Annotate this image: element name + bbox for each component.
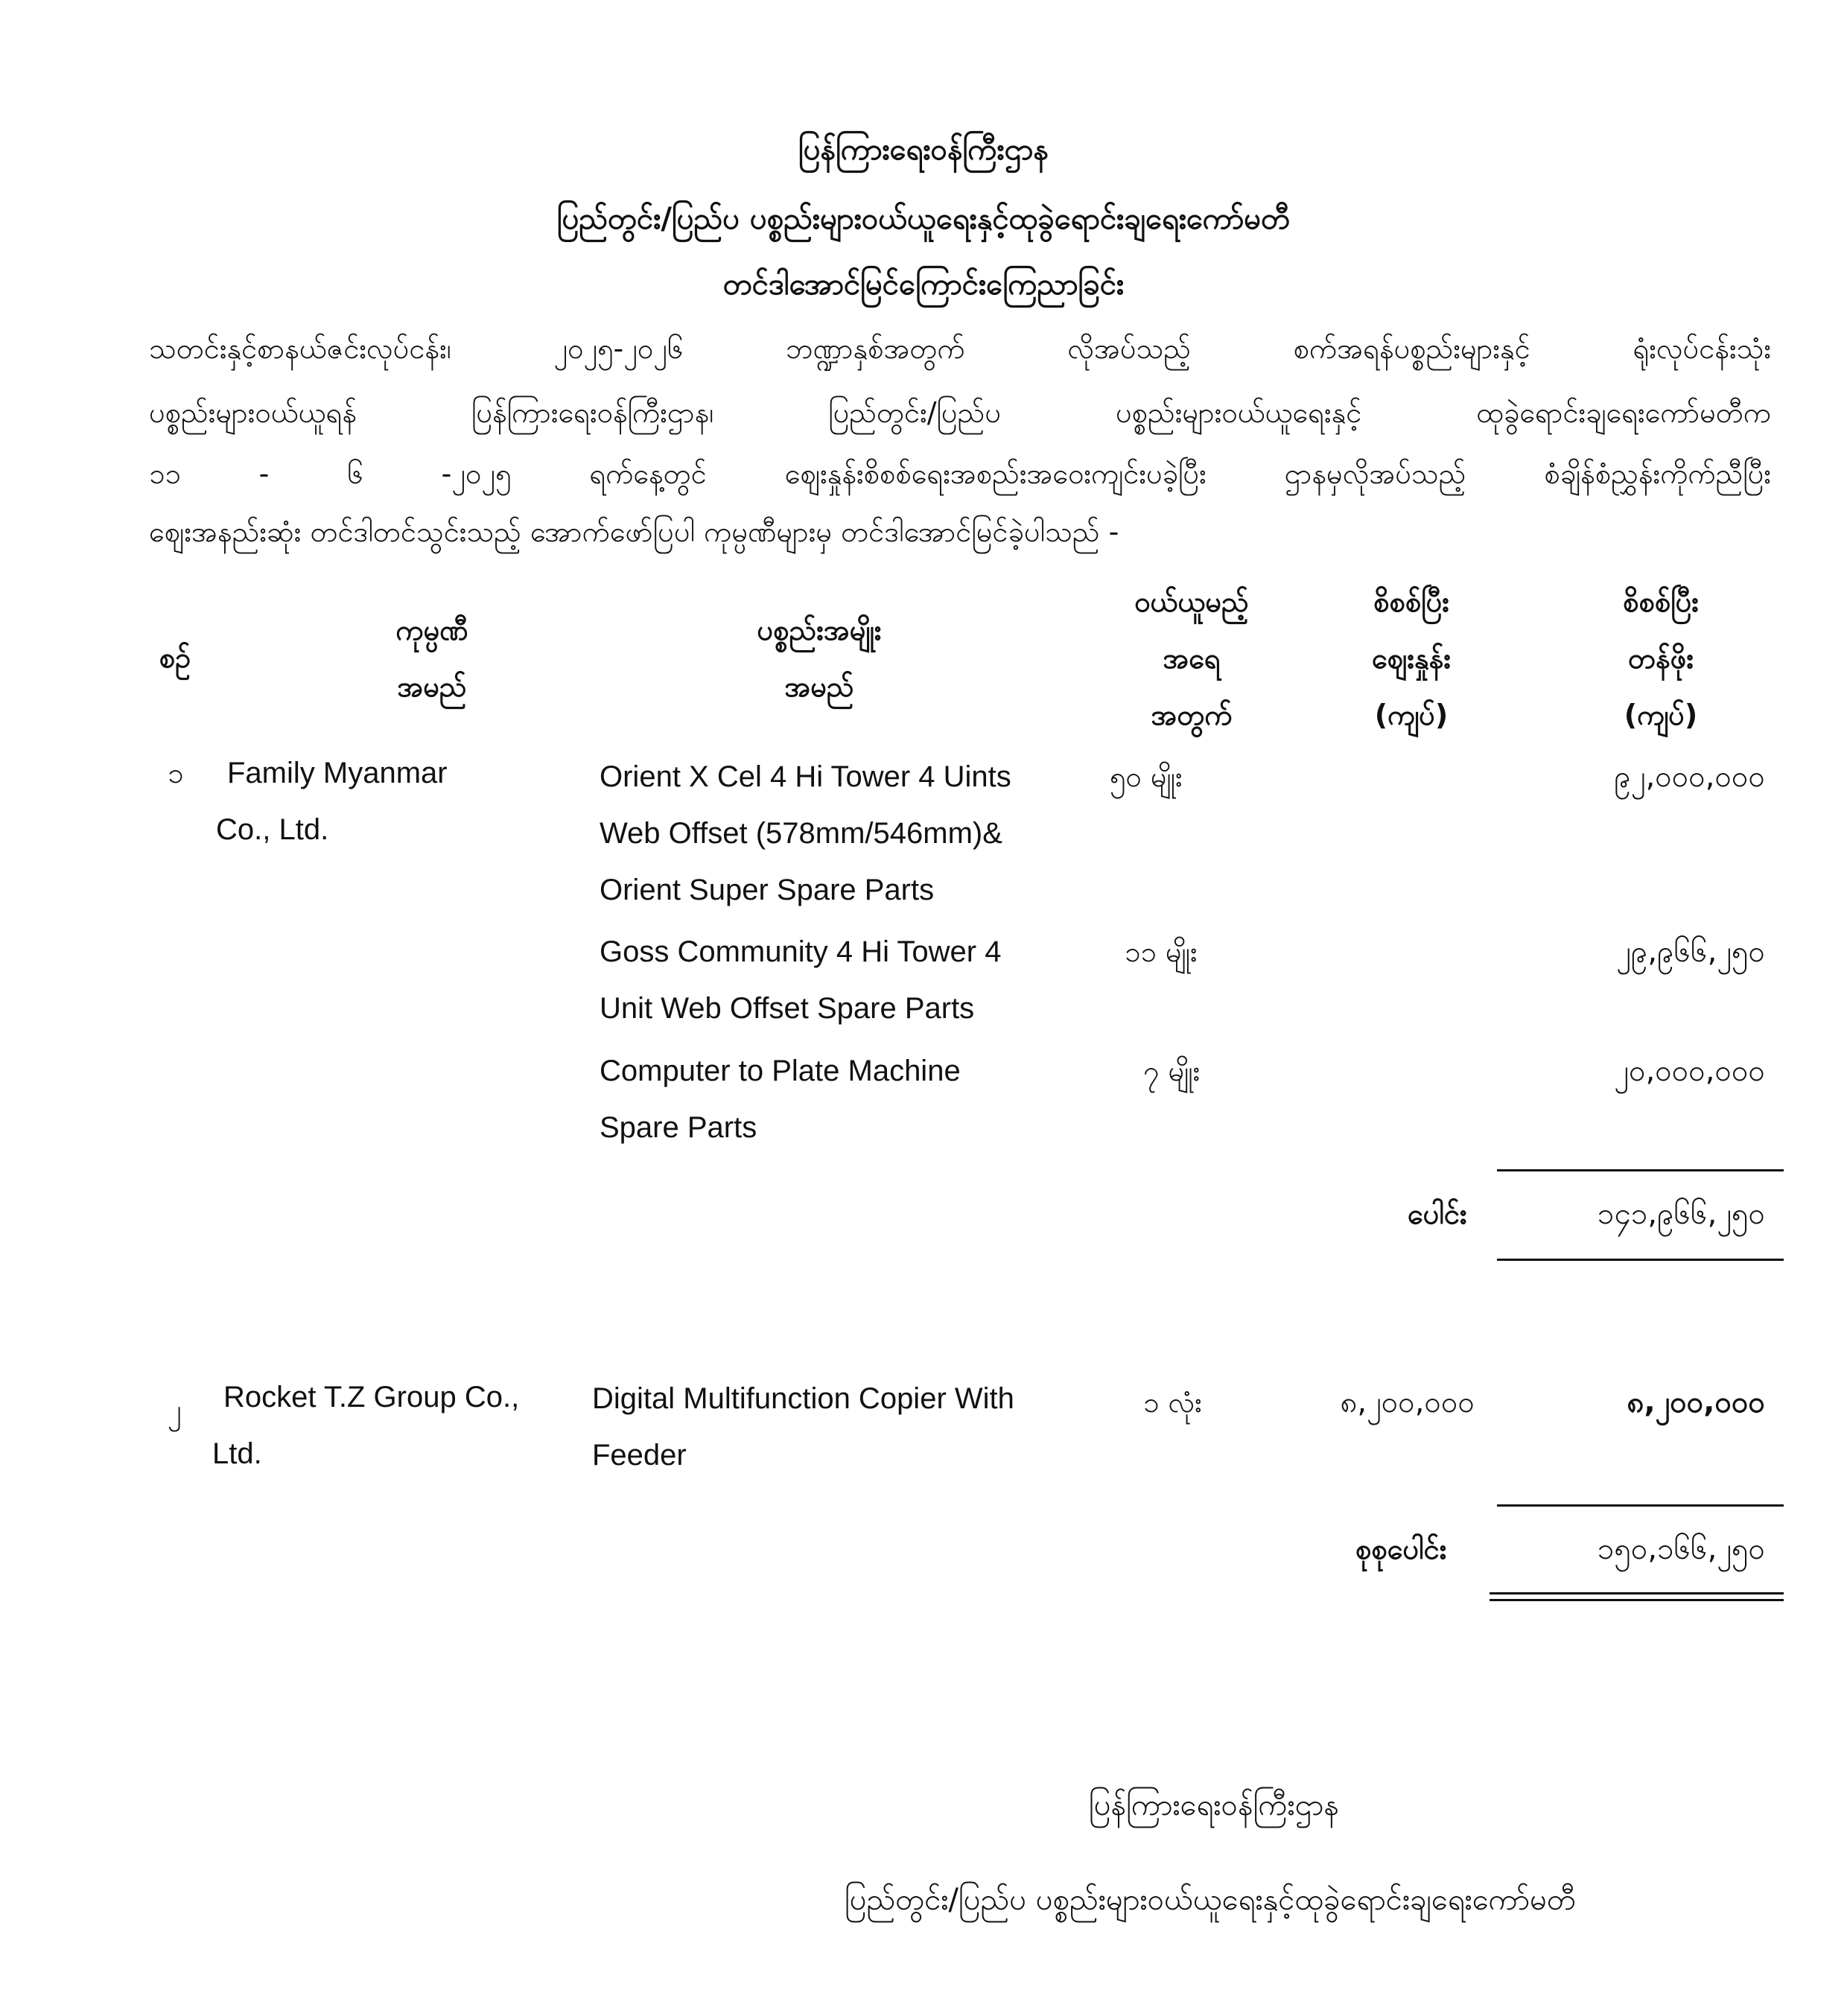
header-unit-price-line2: ဈေးနှုန်း xyxy=(1372,642,1451,675)
row-no: ၂ xyxy=(168,1393,182,1426)
grand-total-double-rule-2 xyxy=(1490,1599,1784,1601)
item-name-line: Orient Super Spare Parts xyxy=(600,874,935,906)
subtotal-label: ပေါင်း xyxy=(1408,1198,1467,1230)
item-qty: ၇ မျိုး xyxy=(1143,1055,1201,1087)
item-name xyxy=(600,1043,1046,1156)
subtotal-value: ၁၄၁,၉၆၆,၂၅၀ xyxy=(1597,1197,1765,1231)
header-total-line1: စိစစ်ပြီး xyxy=(1623,585,1699,618)
item-name-line: Goss Community 4 Hi Tower 4 xyxy=(600,935,1002,968)
header-qty-line1: ဝယ်ယူမည့် xyxy=(1134,585,1249,618)
header-company-line2: အမည် xyxy=(397,670,467,703)
header-company-line1: ကုမ္ပဏီ xyxy=(395,614,468,646)
item-qty: ၁၁ မျိုး xyxy=(1125,935,1198,968)
company-name xyxy=(216,745,559,858)
item-name-line: Computer to Plate Machine xyxy=(600,1055,961,1087)
header-company xyxy=(298,602,566,715)
header-total xyxy=(1542,573,1780,743)
item-total: ၂၀,၀၀၀,၀၀၀ xyxy=(1614,1054,1765,1088)
header-unit-price xyxy=(1303,573,1519,743)
company-name-line2: Co., Ltd. xyxy=(216,813,329,846)
grand-total-double-rule-1 xyxy=(1490,1592,1784,1594)
header-total-line2: တန်ဖိုး xyxy=(1627,642,1694,675)
company-name xyxy=(212,1369,570,1482)
item-name-line: Unit Web Offset Spare Parts xyxy=(600,992,975,1025)
header-unit-price-line3: (ကျပ်) xyxy=(1374,699,1449,731)
grand-total-rule-top xyxy=(1497,1504,1784,1507)
header-unit-price-line1: စိစစ်ပြီး xyxy=(1373,585,1449,618)
grand-total-value: ၁၅၀,၁၆၆,၂၅၀ xyxy=(1597,1532,1765,1566)
item-name-line: Spare Parts xyxy=(600,1111,757,1144)
item-total: ၂၉,၉၆၆,၂၅၀ xyxy=(1616,935,1765,969)
header-item-line2: အမည် xyxy=(784,670,854,703)
item-name-line: Web Offset (578mm/546mm)& xyxy=(600,817,1002,850)
intro-line-3: ၁၁ - ၆ -၂၀၂၅ ရက်နေ့တွင် ဈေးနှုန်းစိစစ်ရေးအစည်းအဝေးကျင်းပခဲ့ပြီး ဌာနမှလိုအပ်သည့် စံချိန်စံညွှန်းကိုက်ညီပြီး xyxy=(149,457,1771,490)
intro-line-2: ပစ္စည်းများဝယ်ယူရန် ပြန်ကြားရေးဝန်ကြီးဌာန၊ ပြည်တွင်း/ပြည်ပ ပစ္စည်းများဝယ်ယူရေးနှင့် ထုခွဲရောင်းချရေးကော်မတီက xyxy=(149,396,1771,429)
header-total-line3: (ကျပ်) xyxy=(1624,699,1698,731)
item-qty: ၁ လုံး xyxy=(1143,1386,1202,1419)
company-name-line2: Ltd. xyxy=(212,1437,262,1470)
footer-committee: ပြည်တွင်း/ပြည်ပ ပစ္စည်းများဝယ်ယူရေးနှင့်ထုခွဲရောင်းချရေးကော်မတီ xyxy=(845,1883,1576,1917)
header-qty-line2: အရေ xyxy=(1163,642,1221,675)
item-total: ၈,၂၀၀,၀၀၀ xyxy=(1627,1385,1765,1419)
announcement-title: တင်ဒါအောင်မြင်ကြောင်းကြေညာခြင်း xyxy=(722,267,1125,302)
intro-line-4: ဈေးအနည်းဆုံး တင်ဒါတင်သွင်းသည့် အောက်ဖော်ပြပါ ကုမ္ပဏီများမှ တင်ဒါအောင်မြင်ခဲ့ပါသည် - xyxy=(149,515,1119,548)
item-total: ၉၂,၀၀၀,၀၀၀ xyxy=(1614,760,1765,794)
intro-line-1: သတင်းနှင့်စာနယ်ဇင်းလုပ်ငန်း၊ ၂၀၂၅-၂၀၂၆ ဘဏ္ဍာနှစ်အတွက် လိုအပ်သည့် စက်အရန်ပစ္စည်းများနှင့် ရုံးလုပ်ငန်းသုံး xyxy=(149,332,1771,365)
ministry-heading: ပြန်ကြားရေးဝန်ကြီးဌာန xyxy=(798,133,1049,167)
committee-heading: ပြည်တွင်း/ပြည်ပ ပစ္စည်းများဝယ်ယူရေးနှင့်ထုခွဲရောင်းချရေးကော်မတီ xyxy=(556,202,1291,236)
item-unit-price: ၈,၂၀၀,၀၀၀ xyxy=(1340,1385,1475,1419)
row-no: ၁ xyxy=(168,757,184,789)
footer-ministry: ပြန်ကြားရေးဝန်ကြီးဌာန xyxy=(1088,1788,1340,1822)
grand-total-label: စုစုပေါင်း xyxy=(1355,1533,1447,1565)
item-name xyxy=(600,923,1046,1037)
header-qty-line3: အတွက် xyxy=(1151,699,1233,731)
company-name-line1: Rocket T.Z Group Co., xyxy=(223,1381,520,1414)
company-name-line1: Family Myanmar xyxy=(227,757,448,789)
item-name-line: Feeder xyxy=(592,1439,687,1472)
header-item xyxy=(670,602,968,715)
item-name xyxy=(592,1370,1076,1484)
subtotal-rule-top xyxy=(1497,1169,1784,1171)
item-name-line: Orient X Cel 4 Hi Tower 4 Uints xyxy=(600,760,1011,793)
header-item-line1: ပစ္စည်းအမျိုး xyxy=(757,614,882,646)
item-name-line: Digital Multifunction Copier With xyxy=(592,1382,1014,1415)
item-name xyxy=(600,748,1046,918)
item-qty: ၅၀ မျိုး xyxy=(1110,760,1183,793)
header-qty xyxy=(1080,573,1303,743)
subtotal-rule-bottom xyxy=(1497,1259,1784,1261)
header-no: စဉ် xyxy=(159,641,191,674)
